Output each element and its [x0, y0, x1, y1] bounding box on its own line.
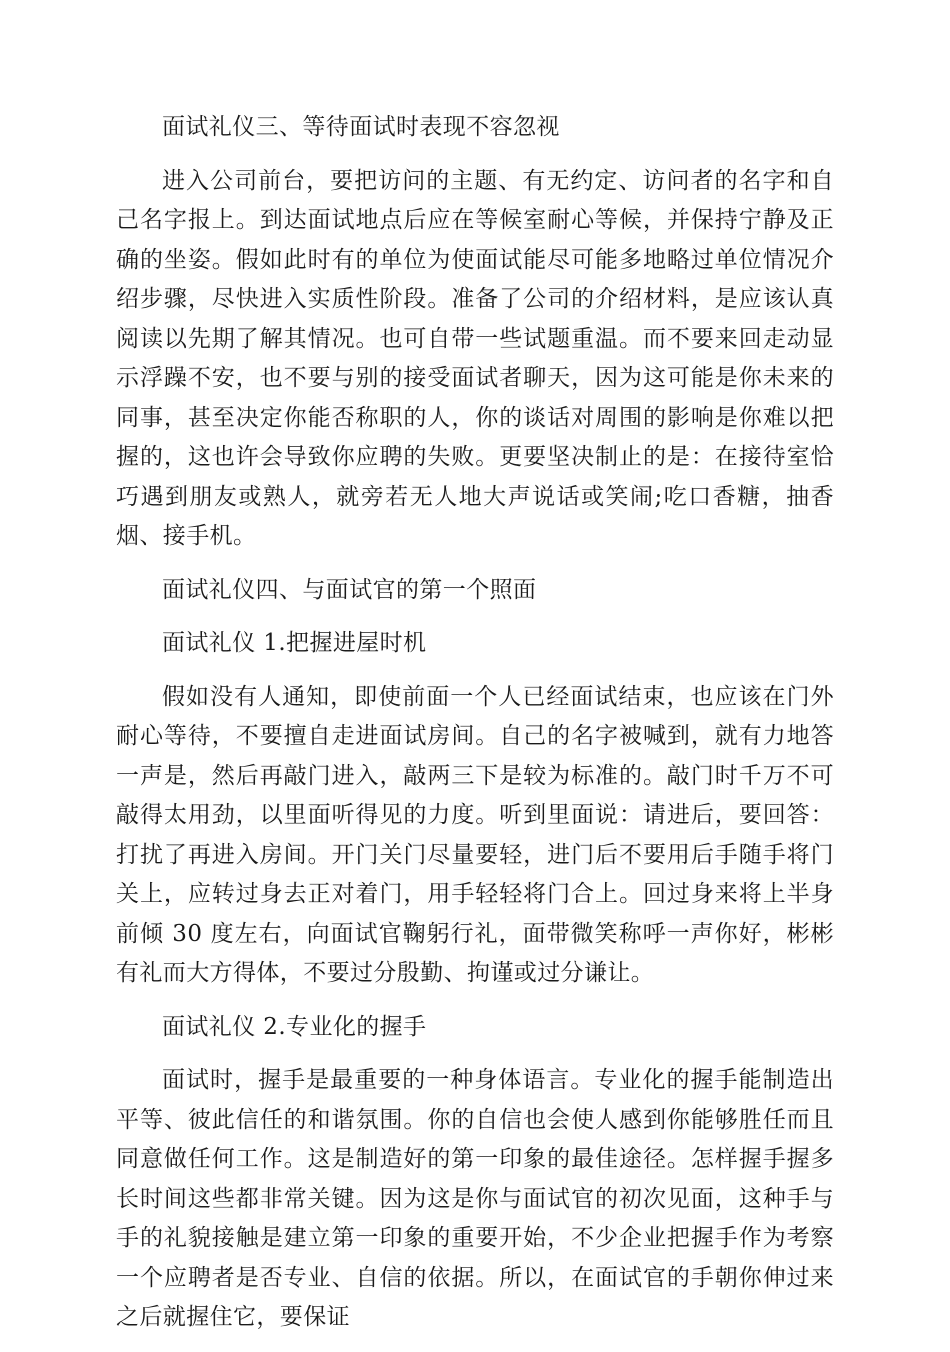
subsection-heading-2: 面试礼仪 2.专业化的握手: [162, 1013, 427, 1040]
paragraph-handshake: 面试时，握手是最重要的一种身体语言。专业化的握手能制造出平等、彼此信任的和谐氛围。你的自信也会使人感到你能够胜任而且同意做任何工作。这是制造好的第一印象的最佳途径。怎样握手握多长时间这些都非常关键。因为这是你与面试官的初次见面，这种手与手的礼貌接触是建立第一印象的重要开始，不少企业把握手作为考察一个应聘者是否专业、自信的依据。所以，在面试官的手朝你伸过来之后就握住它，要保证: [116, 1067, 834, 1330]
section-heading-3: 面试礼仪三、等待面试时表现不容忽视: [162, 114, 560, 140]
subsection-heading-1: 面试礼仪 1.把握进屋时机: [162, 630, 427, 656]
document-body: [116, 108, 834, 1352]
paragraph-waiting-behavior: 进入公司前台，要把访问的主题、有无约定、访问者的名字和自己名字报上。到达面试地点后应在等候室耐心等候，并保持宁静及正确的坐姿。假如此时有的单位为使面试能尽可能多地略过单位情况介绍步骤，尽快进入实质性阶段。准备了公司的介绍材料，是应该认真阅读以先期了解其情况。也可自带一些试题重温。而不要来回走动显示浮躁不安，也不要与别的接受面试者聊天，因为这可能是你未来的同事，甚至决定你能否称职的人，你的谈话对周围的影响是你难以把握的，这也许会导致你应聘的失败。更要坚决制止的是：在接待室恰巧遇到朋友或熟人，就旁若无人地大声说话或笑闹;吃口香糖，抽香烟、接手机。: [116, 167, 834, 549]
paragraph-entering-room: 假如没有人通知，即使前面一个人已经面试结束，也应该在门外耐心等待，不要擅自走进面试房间。自己的名字被喊到，就有力地答一声是，然后再敲门进入，敲两三下是较为标准的。敲门时千万不可敲得太用劲，以里面听得见的力度。听到里面说：请进后，要回答：打扰了再进入房间。开门关门尽量要轻，进门后不要用后手随手将门关上，应转过身去正对着门，用手轻轻将门合上。回过身来将上半身前倾 30 度左右，向面试官鞠躬行礼，面带微笑称呼一声你好，彬彬有礼而大方得体，不要过分殷勤、拘谨或过分谦让。: [116, 683, 834, 986]
section-heading-4: 面试礼仪四、与面试官的第一个照面: [162, 576, 537, 603]
